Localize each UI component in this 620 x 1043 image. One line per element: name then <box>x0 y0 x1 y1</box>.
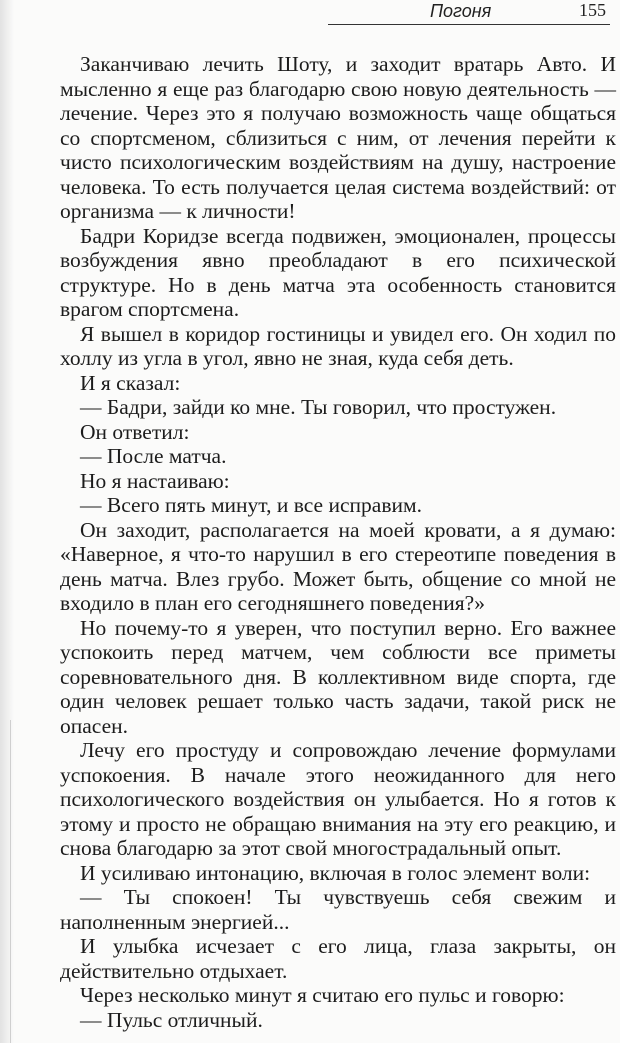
paragraph: Он ответил: <box>80 419 190 444</box>
body-text <box>60 52 616 1032</box>
paragraph: И я сказал: <box>80 370 181 395</box>
page-number: 155 <box>579 0 606 20</box>
paragraph: Но почему-то я уверен, что поступил верно. Его важнее успокоить перед матчем, чем соблюсти все приметы соревновательного дня. В коллективном виде спорта, где один человек решает только часть задачи, такой риск не опасен. <box>60 615 616 738</box>
paragraph: И улыбка исчезает с его лица, глаза закрыты, он действительно отдыхает. <box>60 934 616 983</box>
paragraph: Он заходит, располагается на моей кровати, а я думаю: «Наверное, я что-то нарушил в его стереотипе поведения в день матча. Влез грубо. Может быть, общение со мной не входило в план его сегодняшнего поведения?» <box>60 517 616 615</box>
paragraph: — Пульс отличный. <box>80 1007 263 1032</box>
spine-shadow <box>0 0 14 1043</box>
running-header <box>328 0 610 25</box>
paragraph: — Всего пять минут, и все исправим. <box>80 493 422 517</box>
paragraph: — Бадри, зайди ко мне. Ты говорил, что простужен. <box>80 395 557 419</box>
paragraph: Заканчиваю лечить Шоту, и заходит вратарь Авто. И мысленно я еще раз благодарю свою новую деятельность — лечение. Через это я получаю возможность чаще общаться со спортсменом, сблизиться с ним, от лечения перейти к чисто психологическим воздействиям на душу, настроение человека. То есть получается целая система воздействий: от организма — к личности! <box>60 52 616 223</box>
paragraph: — После матча. <box>80 444 227 468</box>
paragraph: Через несколько минут я считаю его пульс и говорю: <box>80 983 565 1007</box>
paragraph: Бадри Коридзе всегда подвижен, эмоционален, процессы возбуждения явно преобладают в его психической структуре. Но в день матча эта особенность становится врагом спортсмена. <box>60 223 616 321</box>
paragraph: И усиливаю интонацию, включая в голос элемент воли: <box>80 860 591 885</box>
paragraph: — Ты спокоен! Ты чувствуешь себя свежим и наполненным энергией... <box>60 885 616 934</box>
spine-line <box>10 720 11 1043</box>
paragraph: Лечу его простуду и сопровождаю лечение формулами успокоения. В начале этого неожиданного для него психологического воздействия он улыбается. Но я готов к этому и просто не обращаю внимания на эту его реакцию, и снова благодарю за этот свой многострадальный опыт. <box>60 738 616 860</box>
paragraph: Но я настаиваю: <box>80 468 230 493</box>
paragraph: Я вышел в коридор гостиницы и увидел его. Он ходил по холлу из угла в угол, явно не зная, куда себя деть. <box>60 321 616 370</box>
running-title: Погоня <box>430 1 492 21</box>
